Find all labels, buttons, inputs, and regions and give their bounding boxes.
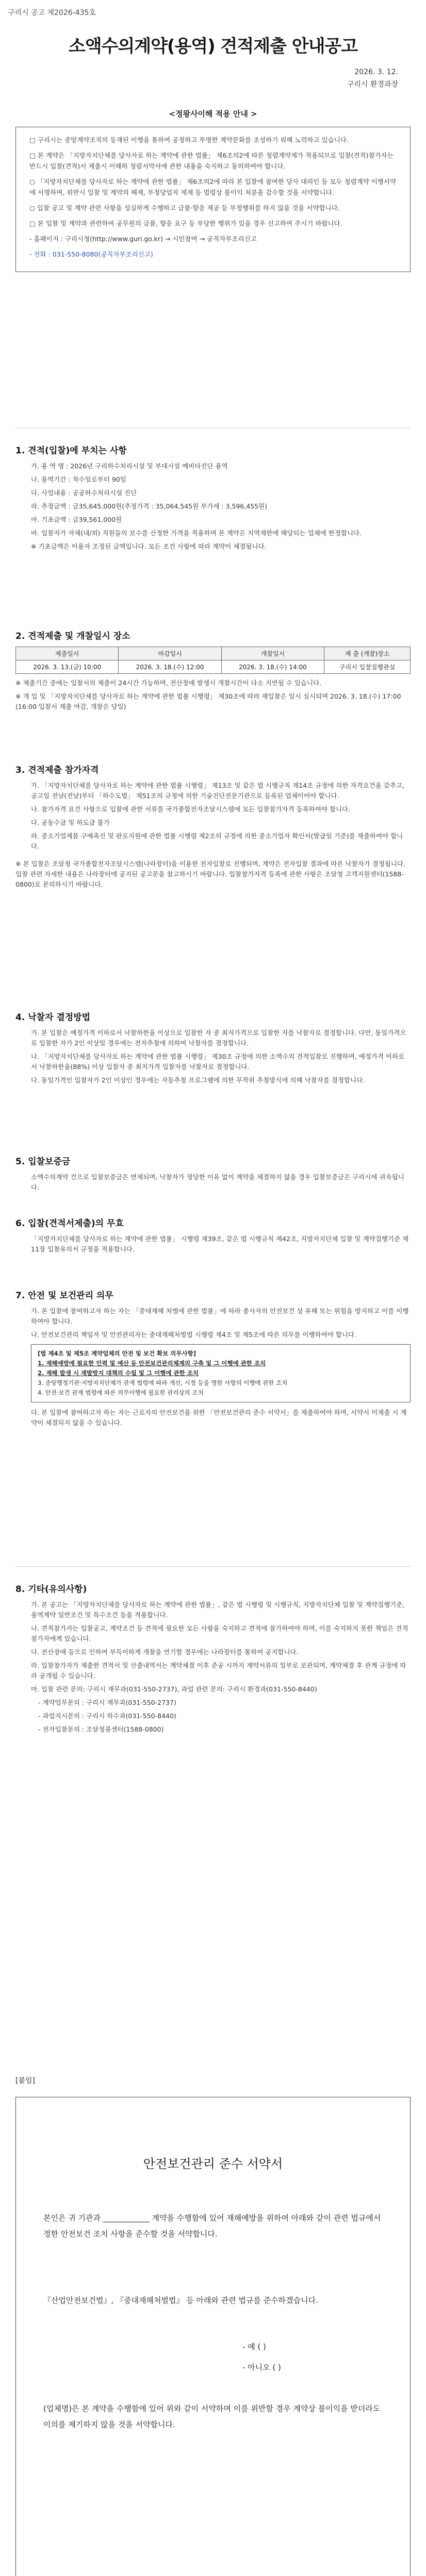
section-heading: 4. 낙찰자 결정방법: [15, 1012, 91, 1023]
section-3: [15, 762, 411, 893]
table-cell: 구리시 입찰집행관실: [324, 660, 411, 674]
table-cell: 2026. 3. 18.(수) 14:00: [221, 660, 324, 674]
pledge-check-yes[interactable]: - 예 ( ): [242, 2342, 266, 2351]
column-header: 제 출 (개찰)장소: [324, 647, 411, 660]
box-item: 1. 재해예방에 필요한 인력 및 예산 등 안전보건관리체계의 구축 및 그 이행에 관한 조치: [38, 1360, 266, 1367]
list-item: 가. 「지방자치단체를 당사자로 하는 계약에 관한 법률 시행령」 제13조 및 같은 법 시행규칙 제14조 규정에 의한 자격요건을 갖추고, 공고일 전날(전날)부터 「하수도법」 제51조의 규정에 의한 기술진단전문기관으로 등록된 업체이어야 합니다.: [31, 782, 404, 800]
list-item: 나. 견적참가자는 입찰공고, 계약조건 등 견적에 필요한 모든 사항을 숙지하고 견적에 참가하여야 하며, 이를 숙지하지 못한 책임은 견적참가자에게 있습니다.: [31, 1624, 408, 1642]
notice-number: 구리시 공고 제2026-435호: [8, 9, 96, 17]
table-cell: 2026. 3. 13.(금) 10:00: [16, 660, 119, 674]
list-item: 가. 본 입찰에 참여하고자 하는 자는 「중대재해 처벌에 관한 법률」에 따라 종사자의 안전보건 상 유해 또는 위험을 방지하고 이를 이행하여야 합니다.: [31, 1307, 409, 1325]
notice-line: □ 본 입찰 및 계약과 관련하여 공무원의 금품, 향응 요구 등 부당한 행위가 있을 경우 신고하여 주시기 바랍니다.: [29, 219, 342, 227]
notice-line: - 홈페이지 : 구리시청(http://www.guri.go.kr) → 시민참여 → 공직자부조리신고: [29, 235, 257, 243]
table-header-row: [16, 647, 411, 660]
list-item: 나. 「지방자치단체를 당사자로 하는 계약에 관한 법률 시행령」 제30조 규정에 의한 소액수의 견적입찰로 진행하며, 예정가격 이하로서 낙찰하한율(88%) 이상 입찰자 중 최저가격 입찰자를 낙찰자로 결정합니다.: [31, 1053, 405, 1071]
notice-date: 2026. 3. 12.: [354, 68, 398, 76]
notice-line: □ 구리시는 중앙계약조직의 등재된 이행을 통하여 공정하고 투명한 계약문화를 조성하기 위해 노력하고 있습니다.: [29, 136, 349, 144]
integrity-notice-box: [15, 127, 411, 272]
list-item: 바. 입찰자가 자체(내/외) 직원들의 보수를 산정한 가격을 적용하며 본 계약은 지역제한에 해당되는 업체에 한정합니다.: [31, 529, 362, 537]
list-item: 마. 입찰 관련 문의: 구리시 재무과(031-550-2737), 과업 관련 문의: 구리시 환경과(031-550-8440): [31, 1685, 317, 1693]
box-item: 4. 안전·보건 관계 법령에 따른 의무이행에 필요한 관리상의 조치: [38, 1389, 204, 1396]
section-heading: 6. 입찰(견적서제출)의 무효: [15, 1218, 124, 1229]
pledge-paragraph: (업체명)은 본 계약을 수행함에 있어 위와 같이 서약하며 이를 위반할 경우 계약상 불이익을 받더라도 이의를 제기하지 않을 것을 서약합니다.: [43, 2404, 381, 2429]
column-header: 마감일시: [119, 647, 221, 660]
notice-line: ○ 「지방자치단체를 당사자로 하는 계약에 관한 법률」 제6조의2에 따라 본 입찰에 참여한 당사 대리인 등 모두 청렴계약 이행서약에 서명하며, 위반시 입찰 및 계약의 해제, 부정당업자 제재 등 법령상 불이익 처분을 감수할 것을 서약합니다.: [29, 178, 397, 196]
list-item: 다. 전산장애 등으로 인하여 부득이하게 개찰을 연기할 경우에는 나라장터를 통하여 공지합니다.: [31, 1648, 299, 1656]
list-item: 「지방자치단체를 당사자로 하는 계약에 관한 법률」 시행령 제39조, 같은 법 시행규칙 제42조, 지방자치단체 입찰 및 계약집행기준 제11장 입찰유의서 규정을 적용합니다.: [31, 1235, 409, 1253]
appendix-label: [붙임]: [15, 2077, 35, 2085]
section-heading: 3. 견적제출 참가자격: [15, 765, 99, 775]
list-item: ※ 기초금액은 이용자 조정된 금액입니다. 모든 조건 사항에 따라 계약이 체결됩니다.: [31, 543, 267, 550]
contact-line: - 과업지시문의 : 구리시 하수과(031-550-8440): [38, 1712, 176, 1720]
section-heading: 8. 기타(유의사항): [15, 1584, 87, 1595]
section-1: [15, 443, 411, 555]
list-item: 소액수의계약 건으로 입찰보증금은 면제되며, 낙찰자가 정당한 이유 없이 계약을 체결하지 않을 경우 입찰보증금은 구리시에 귀속됩니다.: [31, 1173, 404, 1191]
note: ※ 개 입 및 「지방자치단체를 당사자로 하는 계약에 관한 법률 시행령」 제30조에 따라 재입찰은 일시 실시되며 2026. 3. 18.(수) 17:00 (16:00 입찰서 제출 마감, 개찰은 당일): [15, 692, 401, 710]
column-header: 개찰일시: [221, 647, 324, 660]
notice-issuer: 구리시 환경과장: [347, 80, 398, 89]
section-heading: 1. 견적(입찰)에 부치는 사항: [15, 446, 127, 456]
list-item: 나. 용역기간 : 착수일로부터 90일: [31, 476, 126, 483]
notice-line: □ 본 계약은 「지방자치단체를 당사자로 하는 계약에 관한 법률」 제6조의2에 따른 청렴계약제가 적용되므로 입찰(견적)참가자는 반드시 입찰(견적)서 제출시 이해하 청렴서약서에 관한 내용을 숙지하고 동의하여야 합니다.: [29, 151, 394, 170]
pledge-title: 안전보건관리 준수 서약서: [143, 2157, 283, 2171]
notice-line: ○ 입찰 공고 및 계약 관련 사항을 성실하게 수행하고 금품·향응 제공 등 부정행위를 하지 않을 것을 서약합니다.: [29, 204, 340, 212]
notice-meta: [347, 66, 398, 91]
list-item: 가. 본 입찰은 예정가격 이하로서 낙찰하한율 이상으로 입찰한 자 중 최저가격으로 입찰한 자를 낙찰자로 결정합니다. 다만, 동일가격으로 입찰한 자가 2인 이상일 경우에는 전자추첨에 의하여 낙찰자를 결정합니다.: [31, 1029, 406, 1047]
pledge-check-no[interactable]: - 아니오 ( ): [242, 2363, 281, 2372]
section-8: [15, 1582, 411, 1738]
pledge-paragraph: 본인은 귀 기관과 ____________ 계약을 수행함에 있어 재해예방을 위하여 아래와 같이 관련 법규에서 정한 안전보건 조치 사항을 준수할 것을 서약합니다.: [43, 2213, 381, 2239]
section-5: [15, 1154, 411, 1196]
list-item: 나. 참가자격 요건 사항으로 입찰에 관한 서류를 국가종합전자조달시스템에 모든 입찰참가자격 등록하여야 합니다.: [31, 805, 351, 813]
table-cell: 2026. 3. 18.(수) 12:00: [119, 660, 221, 674]
list-item: 다. 공동수급 및 하도급 불가: [31, 819, 110, 826]
section-2: [15, 629, 411, 715]
note: ※ 본 입찰은 조달청 국가종합전자조달시스템(나라장터)을 이용한 전자입찰로 진행되며, 계약은 전자입찰 결과에 따른 낙찰자가 결정됩니다. 입찰 관련 자세한 내용은 나라장터에 공지된 공고문을 참고하시기 바랍니다. 입찰참가자격 등록에 관한 사항은 조달청 고객지원센터(1588-0800)로 문의하시기 바랍니다.: [15, 860, 406, 888]
list-item: 가. 본 공고는 「지방자치단체를 당사자로 하는 계약에 관한 법률」, 같은 법 시행령 및 시행규칙, 지방자치단체 입찰 및 계약집행기준, 용역계약 일반조건 및 특수조건 등을 적용합니다.: [31, 1601, 405, 1619]
schedule-table: [15, 647, 411, 674]
list-item: 라. 추정금액 : 금35,645,000원(추정가격 : 35,064,545원 부가세 : 3,596,455원): [31, 502, 268, 510]
section-caption: <정왕사이해 적용 안내 >: [169, 109, 257, 118]
section-6: [15, 1216, 411, 1258]
list-item: 다. 본 입찰에 참여하고자 하는 자는 근로자의 안전보건을 위한 「안전보건관리 준수 서약서」를 제출하여야 하며, 서약서 미제출 시 계약이 체결되지 않을 수 있습니다.: [31, 1409, 407, 1427]
section-heading: 2. 견적제출 및 개찰일시 장소: [15, 631, 130, 641]
section-4: [15, 1010, 411, 1089]
note: ※ 제출기간 중에는 입찰서의 제출이 24시간 가능하며, 전산장애 발생시 개찰시간이 다소 지연될 수 있습니다.: [15, 679, 322, 687]
list-item: 라. 입찰참가자가 제출한 견적서 및 산출내역서는 계약체결 이후 준공 시까지 계약서류의 일부로 보관되며, 계약체결 후 관계 규정에 따라 공개될 수 있습니다.: [31, 1662, 406, 1680]
column-header: 제출일시: [16, 647, 119, 660]
list-item: 다. 사업내용 : 공공하수처리시설 진단: [31, 489, 137, 497]
pledge-paragraph: 『산업안전보건법』, 『중대재해처벌법』 등 아래와 관련 법규를 준수하겠습니다.: [43, 2296, 318, 2305]
table-row: [16, 660, 411, 674]
homepage-link[interactable]: - 전화 : 031-550-8080(공직자부조리신고): [29, 250, 153, 258]
list-item: 가. 용 역 명 : 2026년 구리하수처리시설 및 부대시설 예비타진단 용역: [31, 462, 228, 470]
list-item: 라. 중소기업제품 구매촉진 및 판로지원에 관한 법률 시행령 제2조의 규정에 의한 중소기업자 확인서(발급일 기준)를 제출하여야 합니다.: [31, 832, 403, 850]
list-item: 마. 기초금액 : 금39,561,000원: [31, 516, 122, 523]
page-title: 소액수의계약(용역) 견적제출 안내공고: [68, 36, 358, 57]
contact-line: - 계약업무문의 : 구리시 재무과(031-550-2737): [38, 1699, 176, 1706]
box-item: 3. 중앙행정기관·지방자치단체가 관계 법령에 따라 개선, 시정 등을 명한 사항의 이행에 관한 조치: [38, 1379, 288, 1386]
section-heading: 7. 안전 및 보건관리 의무: [15, 1291, 113, 1301]
divider: [15, 1566, 411, 1567]
box-title: [법 제4조 및 제5조 계약업체의 안전 및 보건 확보 의무사항]: [38, 1350, 196, 1357]
obligation-box: [31, 1344, 411, 1402]
box-item: 2. 재해 발생 시 재발방지 대책의 수립 및 그 이행에 관한 조치: [38, 1369, 199, 1377]
section-7: [15, 1288, 411, 1431]
contact-line: - 전자입찰문의 : 조달청콜센터(1588-0800): [38, 1725, 164, 1733]
list-item: 나. 안전보건관리 책임자 및 안전관리자는 중대재해처벌법 시행령 제4조 및 제5조에 따른 의무를 이행하여야 합니다.: [31, 1331, 356, 1338]
list-item: 다. 동일가격인 입찰자가 2인 이상인 경우에는 자동추첨 프로그램에 의한 무작위 추첨방식에 의해 낙찰자를 결정합니다.: [31, 1076, 365, 1084]
section-heading: 5. 입찰보증금: [15, 1157, 71, 1167]
